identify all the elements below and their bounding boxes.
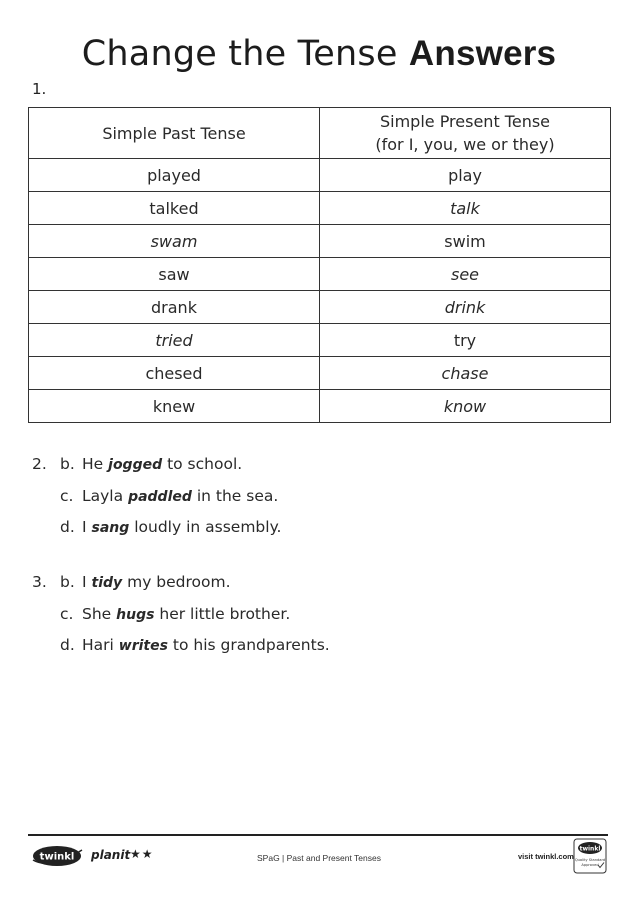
title-main: Change the Tense: [81, 34, 398, 74]
title-bold: Answers: [408, 34, 557, 73]
sentence-before: I: [82, 518, 87, 536]
cell-past: chesed: [29, 357, 320, 390]
quality-badge-logo: twinkl: [579, 845, 601, 853]
sentence-letter: d.: [60, 518, 75, 536]
cell-present: swim: [320, 225, 611, 258]
cell-present: drink: [320, 291, 611, 324]
table-row: [29, 258, 611, 291]
header-present: [320, 108, 611, 159]
header-past: Simple Past Tense: [29, 108, 320, 159]
sentence-answer: tidy: [91, 575, 123, 591]
sentence-answer: hugs: [116, 606, 155, 623]
table-row: [29, 324, 611, 357]
table-row: [29, 390, 611, 423]
cell-past: drank: [29, 291, 320, 324]
sentence-line: [60, 605, 290, 623]
sentence-letter: b.: [60, 573, 75, 591]
cell-present: know: [320, 390, 611, 423]
cell-present: chase: [320, 357, 611, 390]
header-present-line1: Simple Present Tense: [379, 112, 551, 131]
page-title: [0, 34, 638, 74]
sentence-answer: jogged: [108, 457, 163, 473]
sentence-after: loudly in assembly.: [134, 518, 282, 536]
sentence-letter: c.: [60, 486, 74, 505]
table-row: [29, 225, 611, 258]
sentence-before: He: [82, 455, 104, 473]
sentence-before: I: [82, 573, 87, 591]
footer-divider: [28, 834, 608, 836]
table-body: [29, 159, 611, 423]
sentence-line: [60, 518, 281, 536]
header-present-line2: (for I, you, we or they): [375, 135, 555, 154]
sentence-after: in the sea.: [196, 486, 279, 505]
question-3-number: 3.: [32, 573, 47, 591]
sentence-before: She: [82, 604, 112, 623]
quality-badge-line2: Approved: [581, 863, 599, 867]
sentence-line: [60, 573, 231, 591]
planit-label: planit: [91, 848, 131, 862]
sentence-line: [60, 455, 242, 473]
sentence-after: her little brother.: [159, 604, 291, 623]
cell-past: tried: [29, 324, 320, 357]
cell-present: try: [320, 324, 611, 357]
sentence-letter: b.: [60, 455, 75, 473]
cell-past: swam: [29, 225, 320, 258]
sentence-after: to school.: [167, 455, 243, 473]
question-2-number: 2.: [32, 455, 47, 473]
sentence-answer: sang: [91, 520, 130, 536]
footer-visit-link[interactable]: visit twinkl.com: [518, 852, 574, 861]
sentence-answer: paddled: [128, 488, 192, 505]
cell-present: play: [320, 159, 611, 192]
cell-present: talk: [320, 192, 611, 225]
quality-badge-line1: Quality Standard: [574, 858, 606, 862]
cell-past: talked: [29, 192, 320, 225]
footer-subject: SPaG | Past and Present Tenses: [257, 853, 381, 863]
question-1-number: 1.: [32, 80, 47, 98]
sentence-letter: d.: [60, 636, 75, 654]
table-row: [29, 192, 611, 225]
sentence-before: Hari: [82, 636, 114, 654]
cell-present: see: [320, 258, 611, 291]
tense-table: [28, 107, 611, 423]
twinkl-logo-text: twinkl: [39, 851, 75, 863]
cell-past: knew: [29, 390, 320, 423]
cell-past: played: [29, 159, 320, 192]
sentence-before: Layla: [82, 486, 124, 505]
table-row: [29, 159, 611, 192]
table-header-row: [29, 108, 611, 159]
table-row: [29, 357, 611, 390]
cell-past: saw: [29, 258, 320, 291]
quality-badge-icon: [573, 838, 607, 874]
table-row: [29, 291, 611, 324]
sentence-after: my bedroom.: [127, 573, 231, 591]
sentence-line: [60, 487, 278, 505]
sentence-answer: writes: [118, 638, 168, 654]
stars-icon: ★★: [130, 847, 154, 861]
sentence-after: to his grandparents.: [172, 636, 330, 654]
sentence-letter: c.: [60, 604, 74, 623]
sentence-line: [60, 636, 330, 654]
